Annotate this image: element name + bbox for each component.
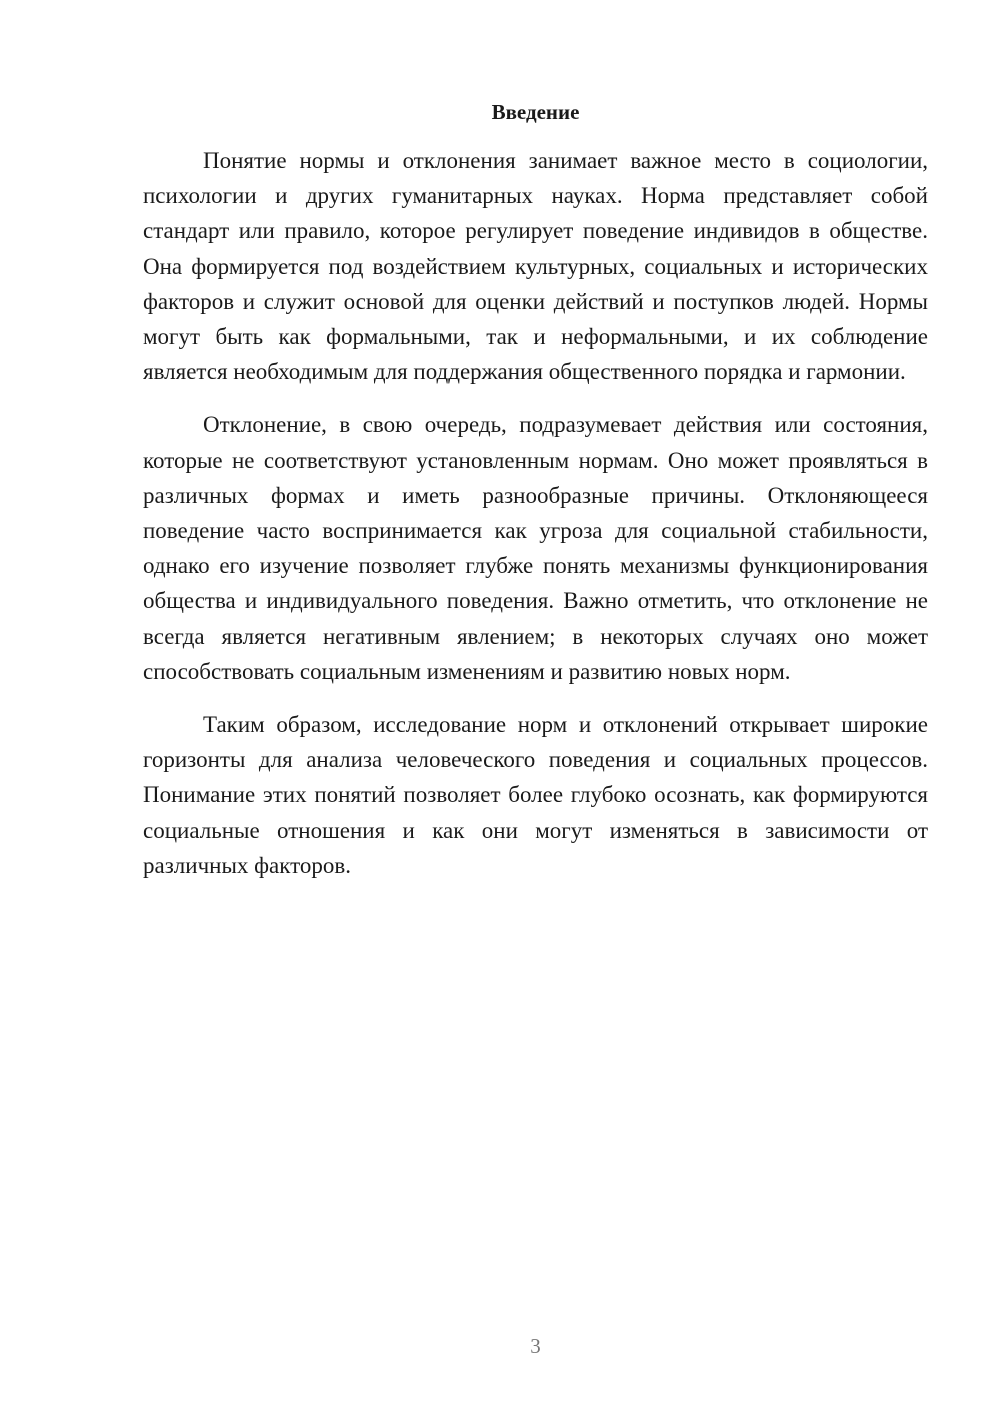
body-text	[143, 143, 928, 901]
section-heading: Введение	[491, 100, 580, 124]
paragraph-conclusion: Таким образом, исследование норм и отклонений открывает широкие горизонты для анализа человеческого поведения и социальных процессов. Понимание этих понятий позволяет более глубоко осознать, как формируются социальные отношения и как они могут изменяться в зависимости от различных факторов.	[143, 712, 928, 878]
paragraph-norm-definition: Понятие нормы и отклонения занимает важное место в социологии, психологии и других гуманитарных науках. Норма представляет собой стандарт или правило, которое регулирует поведение индивидов в обществе. Она формируется под воздействием культурных, социальных и исторических факторов и служит основой для оценки действий и поступков людей. Нормы могут быть как формальными, так и неформальными, и их соблюдение является необходимым для поддержания общественного порядка и гармонии.	[143, 148, 928, 385]
paragraph-deviation-definition: Отклонение, в свою очередь, подразумевает действия или состояния, которые не соответствуют установленным нормам. Оно может проявляться в различных формах и иметь разнообразные причины. Отклоняющееся поведение часто воспринимается как угроза для социальной стабильности, однако его изучение позволяет глубже понять механизмы функционирования общества и индивидуального поведения. Важно отметить, что отклонение не всегда является негативным явлением; в некоторых случаях оно может способствовать социальным изменениям и развитию новых норм.	[143, 412, 928, 684]
page-number: 3	[530, 1334, 541, 1358]
